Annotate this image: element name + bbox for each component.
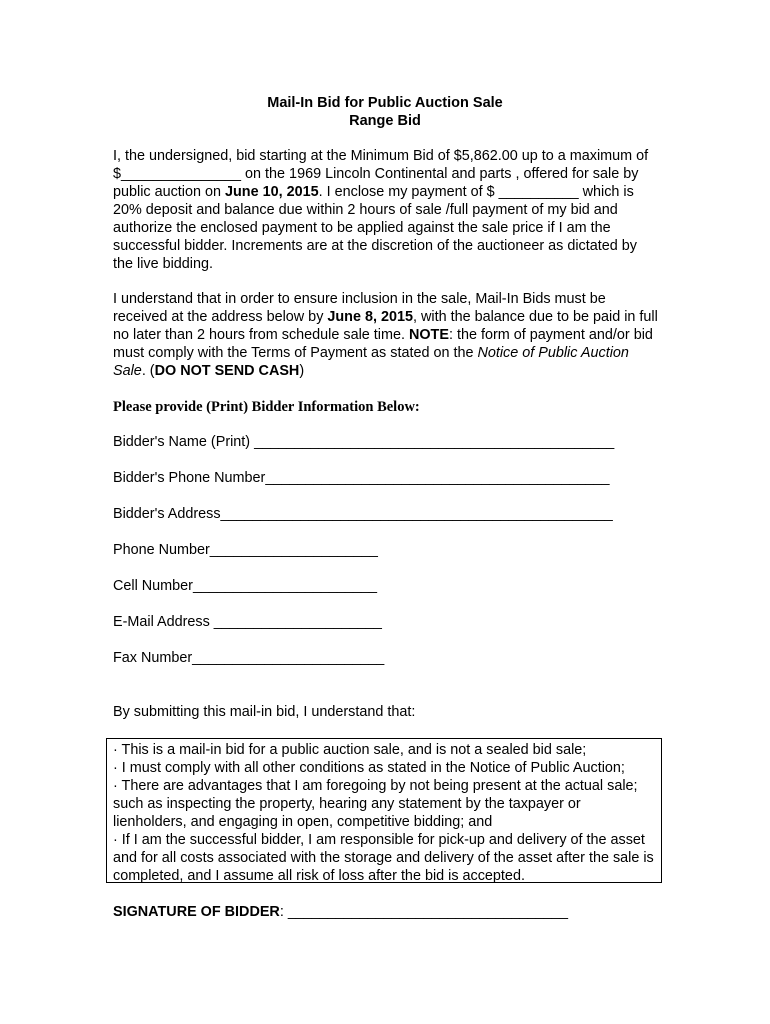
terms-lead-text: By submitting this mail-in bid, I understand that: bbox=[113, 704, 416, 720]
cash-warning: DO NOT SEND CASH bbox=[154, 363, 300, 379]
deadline-text-2: , with the balance due to be paid in full no later than 2 hours from schedule sale time. bbox=[113, 309, 658, 343]
bid-statement-paragraph bbox=[113, 147, 658, 273]
signature-line[interactable] bbox=[113, 903, 568, 921]
terms-box bbox=[106, 738, 662, 883]
notice-title: Notice of Public Auction Sale bbox=[113, 345, 629, 379]
signature-blank[interactable]: : ___________________________________ bbox=[279, 904, 568, 920]
deadline-text-3: : the form of payment and/or bid must comply with the Terms of Payment as stated on the bbox=[113, 327, 653, 361]
bidder-address-field[interactable]: Bidder's Address_________________________________________________ bbox=[113, 506, 613, 522]
bid-statement-text-1: I, the undersigned, bid starting at the Minimum Bid of $5,862.00 up to a maximum of $_______________ on the 1969 Lincoln Continental and parts , offered for sale by public auction on bbox=[113, 148, 649, 200]
form-title: Mail-In Bid for Public Auction Sale bbox=[267, 95, 503, 111]
phone-number-field[interactable]: Phone Number_____________________ bbox=[113, 542, 378, 558]
bidder-info-heading: Please provide (Print) Bidder Information Below: bbox=[113, 399, 420, 415]
email-address-field[interactable]: E-Mail Address _____________________ bbox=[113, 614, 382, 630]
cell-number-field[interactable]: Cell Number_______________________ bbox=[113, 578, 378, 594]
note-label: NOTE bbox=[408, 327, 449, 343]
deadline-text-4: . ( bbox=[141, 363, 155, 379]
deadline-text-5: ) bbox=[299, 363, 305, 379]
signature-label: SIGNATURE OF BIDDER bbox=[113, 904, 280, 920]
terms-item: · There are advantages that I am foregoing by not being present at the actual sale; such as inspecting the property, hearing any statement by the taxpayer or lienholders, and engaging in open, competitive bidding; and bbox=[113, 778, 638, 830]
deadline-date: June 8, 2015 bbox=[327, 309, 413, 325]
deadline-paragraph bbox=[113, 290, 658, 380]
bid-statement-text-2: . I enclose my payment of $ __________ which is 20% deposit and balance due within 2 hours of sale /full payment of my bid and authorize the enclosed payment to be applied against the sale price if I am the successful bidder. Increments are at the discretion of the auctioneer as dictated by the live bidding. bbox=[113, 184, 637, 272]
deadline-text-1: I understand that in order to ensure inclusion in the sale, Mail-In Bids must be received at the address below by bbox=[113, 291, 606, 325]
sale-date: June 10, 2015 bbox=[225, 184, 319, 200]
terms-item: · If I am the successful bidder, I am responsible for pick-up and delivery of the asset and for all costs associated with the storage and delivery of the asset after the sale is completed, and I assume all risk of loss after the bid is accepted. bbox=[113, 832, 654, 884]
bidder-name-field[interactable]: Bidder's Name (Print) _____________________________________________ bbox=[113, 434, 615, 450]
terms-item: · This is a mail-in bid for a public auction sale, and is not a sealed bid sale; bbox=[113, 742, 587, 758]
form-subtitle: Range Bid bbox=[349, 113, 421, 129]
bidder-phone-field[interactable]: Bidder's Phone Number___________________________________________ bbox=[113, 470, 610, 486]
terms-item: · I must comply with all other conditions as stated in the Notice of Public Auction; bbox=[113, 760, 625, 776]
fax-number-field[interactable]: Fax Number________________________ bbox=[113, 650, 385, 666]
